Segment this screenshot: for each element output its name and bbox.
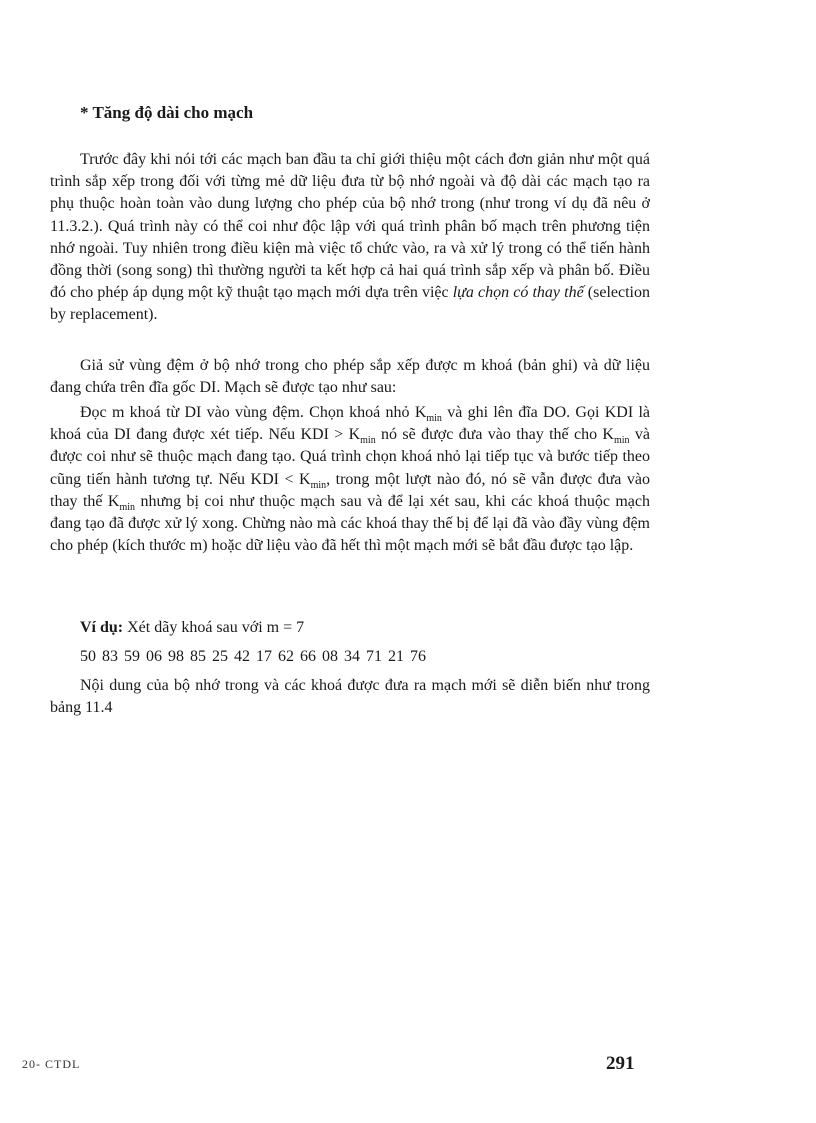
section-heading: * Tăng độ dài cho mạch: [80, 103, 254, 122]
example-label: Ví dụ:: [80, 619, 124, 636]
example-text: Xét dãy khoá sau với m = 7: [123, 619, 305, 636]
example-line: [50, 617, 650, 639]
procedure-text-c: nó sẽ được đưa vào thay thế cho K: [375, 426, 614, 444]
page-number: 291: [606, 1053, 635, 1074]
paragraph-procedure: [50, 402, 650, 557]
subscript-min: min: [310, 479, 327, 491]
subscript-min: min: [360, 435, 376, 447]
paragraph-assumption: Giả sử vùng đệm ở bộ nhớ trong cho phép sắp xếp được m khoá (bản ghi) và dữ liệu đang chứa trên đĩa gốc DI. Mạch sẽ được tạo như sau:: [50, 357, 650, 397]
italic-term: lựa chọn có thay thế: [452, 284, 584, 302]
paragraph-intro-text: Trước đây khi nói tới các mạch ban đầu ta chỉ giới thiệu một cách đơn giản như một quá trình sắp xếp trong đối với từng mẻ dữ liệu đưa từ bộ nhớ ngoài và độ dài các mạch tạo ra phụ thuộc hoàn toàn vào dung lượng cho phép của bộ nhớ trong (như trong ví dụ đã nêu ở 11.3.2.). Quá trình này có thể coi như độc lập với quá trình phân bố mạch trên phương tiện nhớ ngoài. Tuy nhiên trong điều kiện mà việc tổ chức vào, ra và xử lý trong có thể tiến hành đồng thời (song song) thì thường người ta kết hợp cả hai quá trình sắp xếp và phân bố. Điều đó cho phép áp dụng một kỹ thuật tạo mạch mới dựa trên việc: [50, 151, 650, 302]
procedure-text-f: nhưng bị coi như thuộc mạch sau và để lại xét sau, khi các khoá thuộc mạch đang tạo đã được xử lý xong. Chừng nào mà các khoá thay thế bị để lại đã vào đầy vùng đệm cho phép (kích thước m) hoặc dữ liệu vào đã hết thì một mạch mới sẽ bắt đầu được tạo lập.: [50, 492, 650, 555]
procedure-text-d: và được coi như sẽ thuộc mạch đang tạo. Quá trình chọn khoá nhỏ lại tiếp tục và bước tiếp theo cũng tiến hành tương tự. Nếu KDI < K: [50, 426, 651, 488]
subscript-min: min: [119, 502, 136, 513]
paragraph-intro-end: (selection by replacement).: [50, 284, 651, 324]
subscript-min: min: [614, 435, 630, 447]
procedure-text-e: , trong một lượt nào đó, nó sẽ vẫn được đưa vào thay thế K: [50, 470, 651, 510]
procedure-text-a: Đọc m khoá từ DI vào vùng đệm. Chọn khoá nhỏ K: [80, 404, 427, 421]
key-sequence: 50 83 59 06 98 85 25 42 17 62 66 08 34 71 21 76: [80, 648, 426, 665]
procedure-text-b: và ghi lên đĩa DO. Gọi KDI là khoá của DI đang được xét tiếp. Nếu KDI > K: [50, 404, 650, 444]
footer-chapter-label: 20- CTDL: [22, 1057, 81, 1071]
paragraph-intro: [50, 149, 650, 327]
paragraph-conclusion: Nội dung của bộ nhớ trong và các khoá được đưa ra mạch mới sẽ diễn biến như trong bảng 11.4: [50, 677, 650, 717]
subscript-min: min: [426, 413, 442, 425]
